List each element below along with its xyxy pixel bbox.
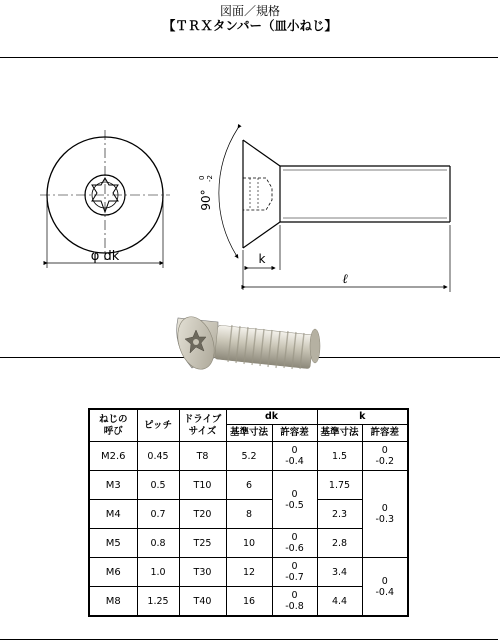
tol-lower: -0.2 bbox=[375, 456, 395, 467]
cell-k: 4.4 bbox=[317, 587, 362, 617]
side-view bbox=[219, 128, 450, 292]
angle-label: 90° bbox=[199, 189, 213, 211]
tol-upper: 0 bbox=[291, 532, 298, 543]
cell-thread: M6 bbox=[89, 558, 137, 587]
page-subtitle: 図面／規格 bbox=[219, 4, 280, 18]
tol-upper: 0 bbox=[291, 561, 298, 572]
header-dk: dk bbox=[226, 409, 317, 425]
cell-drive: T20 bbox=[179, 500, 226, 529]
table-row bbox=[89, 500, 408, 529]
cell-pitch: 0.45 bbox=[137, 442, 179, 471]
top-view bbox=[40, 130, 170, 268]
cell-k-tol bbox=[362, 558, 408, 617]
table-row bbox=[89, 529, 408, 558]
cell-dk: 6 bbox=[226, 471, 272, 500]
tol-upper: 0 bbox=[291, 445, 298, 456]
cell-k-tol bbox=[362, 442, 408, 471]
header-pitch: ピッチ bbox=[137, 409, 179, 442]
cell-pitch: 1.25 bbox=[137, 587, 179, 617]
cell-thread: M2.6 bbox=[89, 442, 137, 471]
table-row bbox=[89, 558, 408, 587]
tol-lower: -0.6 bbox=[285, 543, 304, 554]
dim-l-label: ℓ bbox=[342, 272, 348, 287]
cell-k-tol bbox=[362, 471, 408, 558]
tol-upper: 0 bbox=[381, 575, 388, 587]
cell-pitch: 0.5 bbox=[137, 471, 179, 500]
cell-k: 1.5 bbox=[317, 442, 362, 471]
screw-photo bbox=[171, 312, 320, 374]
cell-thread: M3 bbox=[89, 471, 137, 500]
cell-dk-tol bbox=[272, 442, 317, 471]
dim-dk-label: φ dk bbox=[90, 249, 120, 264]
header-drive: ドライブ サイズ bbox=[179, 409, 226, 442]
cell-dk: 12 bbox=[226, 558, 272, 587]
cell-drive: T8 bbox=[179, 442, 226, 471]
cell-k: 1.75 bbox=[317, 471, 362, 500]
cell-dk-tol bbox=[272, 587, 317, 617]
header-k: k bbox=[317, 409, 408, 425]
spec-table bbox=[88, 408, 409, 617]
cell-drive: T10 bbox=[179, 471, 226, 500]
header-k-nominal: 基準寸法 bbox=[317, 425, 362, 442]
cell-dk: 5.2 bbox=[226, 442, 272, 471]
cell-drive: T25 bbox=[179, 529, 226, 558]
tol-lower: -0.3 bbox=[375, 514, 395, 525]
cell-dk-tol bbox=[272, 529, 317, 558]
tol-lower: -0.4 bbox=[375, 586, 395, 598]
tol-upper: 0 bbox=[381, 503, 388, 514]
cell-thread: M5 bbox=[89, 529, 137, 558]
cell-dk-tol bbox=[272, 471, 317, 529]
header-dk-tol: 許容差 bbox=[272, 425, 317, 442]
page-title: 【ＴＲＸタンパー（皿小ねじ】 bbox=[162, 18, 338, 33]
table-row bbox=[89, 442, 408, 471]
angle-tol-upper: 0 bbox=[198, 175, 206, 180]
cell-k: 2.3 bbox=[317, 500, 362, 529]
cell-k: 2.8 bbox=[317, 529, 362, 558]
tol-lower: -0.4 bbox=[285, 456, 304, 467]
cell-k: 3.4 bbox=[317, 558, 362, 587]
cell-thread: M8 bbox=[89, 587, 137, 617]
header-k-tol: 許容差 bbox=[362, 425, 408, 442]
cell-pitch: 1.0 bbox=[137, 558, 179, 587]
cell-dk: 8 bbox=[226, 500, 272, 529]
cell-pitch: 0.7 bbox=[137, 500, 179, 529]
angle-tol-lower: -2 bbox=[206, 175, 214, 182]
cell-dk: 16 bbox=[226, 587, 272, 617]
cell-drive: T30 bbox=[179, 558, 226, 587]
tol-upper: 0 bbox=[291, 488, 298, 500]
cell-dk-tol bbox=[272, 558, 317, 587]
header-dk-nominal: 基準寸法 bbox=[226, 425, 272, 442]
tol-lower: -0.5 bbox=[285, 499, 304, 511]
cell-drive: T40 bbox=[179, 587, 226, 617]
dim-k-label: k bbox=[258, 252, 266, 266]
cell-pitch: 0.8 bbox=[137, 529, 179, 558]
cell-dk: 10 bbox=[226, 529, 272, 558]
cell-thread: M4 bbox=[89, 500, 137, 529]
table-row bbox=[89, 471, 408, 500]
tol-lower: -0.7 bbox=[285, 572, 304, 583]
tol-lower: -0.8 bbox=[285, 601, 304, 612]
tol-upper: 0 bbox=[381, 445, 388, 456]
tol-upper: 0 bbox=[291, 590, 298, 601]
angle-dimension bbox=[198, 175, 214, 211]
table-row bbox=[89, 587, 408, 617]
header-thread: ねじの 呼び bbox=[89, 409, 137, 442]
